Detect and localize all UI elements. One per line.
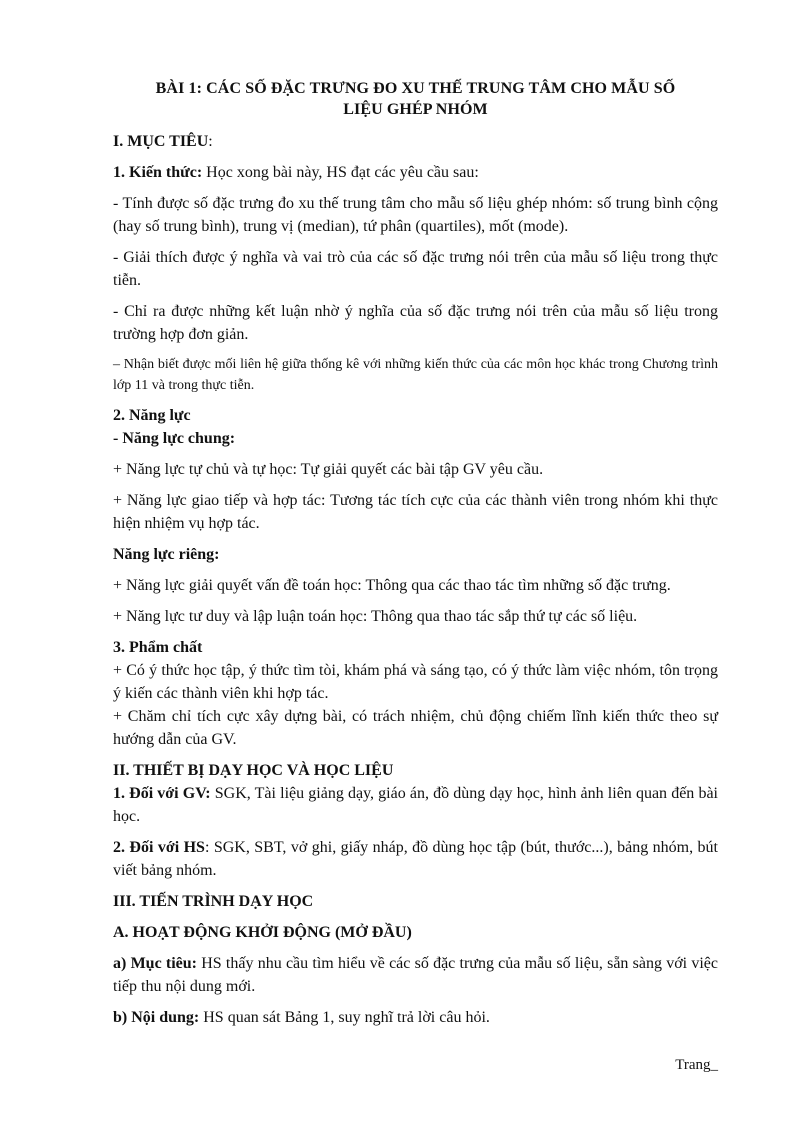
section-objectives-title: I. MỤC TIÊU — [113, 133, 209, 150]
activity-goal-label: a) Mục tiêu: — [113, 955, 197, 972]
competence-heading: 2. Năng lực — [113, 407, 191, 424]
knowledge-item-2: - Giải thích được ý nghĩa và vai trò của các số đặc trưng nói trên của mẫu số liệu trong thực tiễn. — [113, 249, 718, 289]
knowledge-item-4: – Nhận biết được mối liên hệ giữa thống kê với những kiến thức của các môn học khác trong Chương trình lớp 11 và trong thực tiễn. — [113, 357, 718, 393]
qualities-item-1: + Có ý thức học tập, ý thức tìm tòi, khám phá và sáng tạo, có ý thức làm việc nhóm, tôn trọng ý kiến các thành viên khi hợp tác. — [113, 662, 718, 702]
teacher-equipment-text: SGK, Tài liệu giảng dạy, giáo án, đồ dùng dạy học, hình ảnh liên quan đến bài học. — [113, 785, 718, 825]
specific-competence-item-2: + Năng lực tư duy và lập luận toán học: Thông qua thao tác sắp thứ tự các số liệu. — [113, 608, 638, 625]
activity-content-paragraph — [113, 1006, 718, 1029]
specific-competence-heading: Năng lực riêng: — [113, 546, 220, 563]
specific-competence-item-1: + Năng lực giải quyết vấn đề toán học: Thông qua các thao tác tìm những số đặc trưng. — [113, 577, 671, 594]
knowledge-text: Học xong bài này, HS đạt các yêu cầu sau: — [202, 164, 479, 181]
general-competence-item-2: + Năng lực giao tiếp và hợp tác: Tương tác tích cực của các thành viên trong nhóm khi thực hiện nhiệm vụ hợp tác. — [113, 492, 718, 532]
knowledge-item-1: - Tính được số đặc trưng đo xu thế trung tâm cho mẫu số liệu ghép nhóm: số trung bình cộng (hay số trung bình), trung vị (median), tứ phân (quartiles), mốt (mode). — [113, 195, 718, 235]
qualities-item-2: + Chăm chỉ tích cực xây dựng bài, có trách nhiệm, chủ động chiếm lĩnh kiến thức theo sự hướng dẫn của GV. — [113, 708, 718, 748]
section-objectives-colon: : — [208, 133, 213, 150]
section-objectives-heading — [113, 130, 718, 153]
activity-goal-paragraph — [113, 952, 718, 998]
activity-goal-text: HS thấy nhu cầu tìm hiểu về các số đặc trưng của mẫu số liệu, sẵn sàng với việc tiếp thu nội dung mới. — [113, 955, 718, 995]
page-footer: Trang_ — [675, 1057, 718, 1073]
general-competence-item-1: + Năng lực tự chủ và tự học: Tự giải quyết các bài tập GV yêu cầu. — [113, 461, 544, 478]
knowledge-paragraph — [113, 161, 718, 184]
teacher-equipment-paragraph — [113, 782, 718, 828]
knowledge-item-3: - Chỉ ra được những kết luận nhờ ý nghĩa của số đặc trưng nói trên của mẫu số liệu trong trường hợp đơn giản. — [113, 303, 718, 343]
lesson-title-line-1: BÀI 1: CÁC SỐ ĐẶC TRƯNG ĐO XU THẾ TRUNG TÂM CHO MẪU SỐ — [155, 80, 676, 97]
lesson-title — [113, 78, 718, 120]
student-equipment-text: : SGK, SBT, vở ghi, giấy nháp, đồ dùng học tập (bút, thước...), bảng nhóm, bút viết bảng nhóm. — [113, 839, 718, 879]
student-equipment-label: 2. Đối với HS — [113, 839, 205, 856]
general-competence-heading: - Năng lực chung: — [113, 430, 236, 447]
activity-content-text: HS quan sát Bảng 1, suy nghĩ trả lời câu hỏi. — [199, 1009, 490, 1026]
activity-start-heading: A. HOẠT ĐỘNG KHỞI ĐỘNG (MỞ ĐẦU) — [113, 924, 412, 941]
lesson-title-line-2: LIỆU GHÉP NHÓM — [343, 101, 488, 118]
teacher-equipment-label: 1. Đối với GV: — [113, 785, 211, 802]
activity-content-label: b) Nội dung: — [113, 1009, 200, 1026]
section-equipment-heading: II. THIẾT BỊ DẠY HỌC VÀ HỌC LIỆU — [113, 762, 394, 779]
document-page — [113, 78, 718, 1037]
qualities-heading: 3. Phẩm chất — [113, 639, 203, 656]
section-process-heading: III. TIẾN TRÌNH DẠY HỌC — [113, 893, 314, 910]
knowledge-label: 1. Kiến thức: — [113, 164, 203, 181]
student-equipment-paragraph — [113, 836, 718, 882]
